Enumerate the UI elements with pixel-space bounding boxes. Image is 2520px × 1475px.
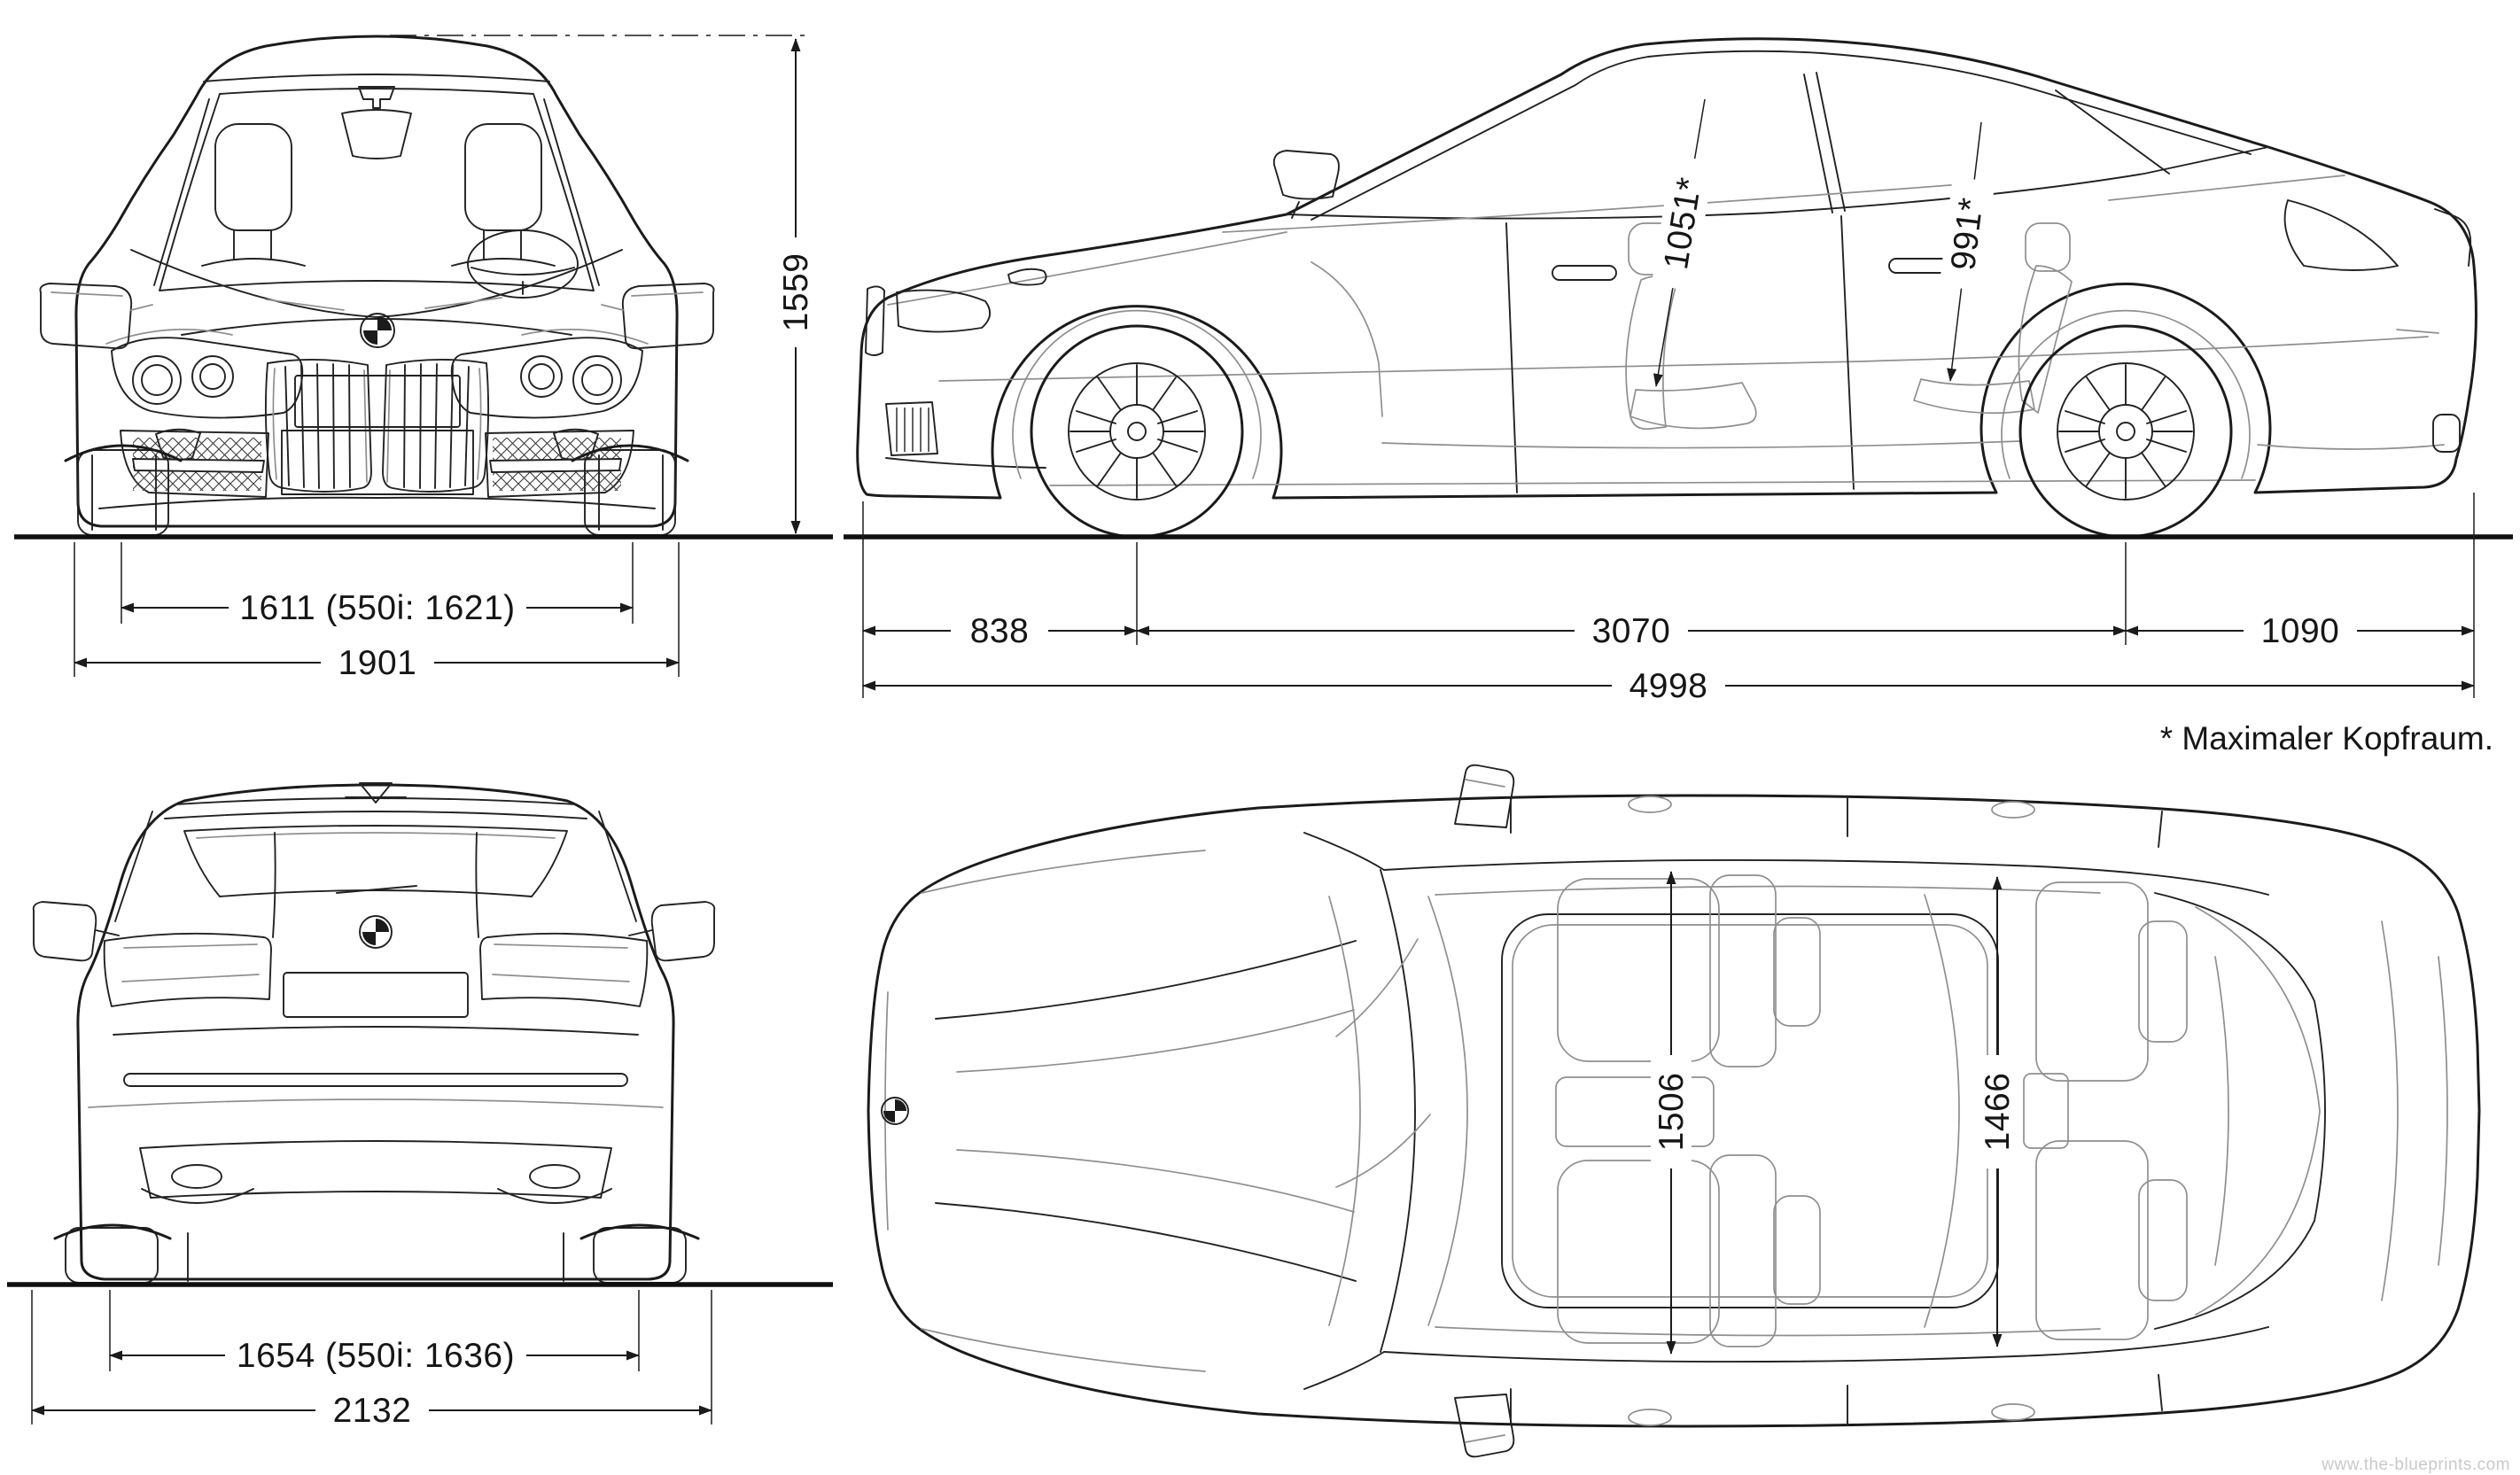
side-taillight bbox=[2285, 200, 2398, 270]
dim-rear-track-label: 1654 (550i: 1636) bbox=[236, 1337, 516, 1375]
front-license-plate bbox=[295, 376, 460, 427]
taillight-left bbox=[105, 934, 271, 1006]
side-view bbox=[844, 39, 2513, 757]
side-interior bbox=[1223, 175, 2345, 448]
dim-front-overhang bbox=[863, 501, 1137, 698]
front-seat-left bbox=[1558, 875, 1820, 1067]
top-view bbox=[868, 765, 2479, 1457]
dim-rear-interior-width-label: 1466 bbox=[1979, 1072, 2017, 1152]
front-bumper-intake bbox=[121, 431, 634, 497]
panorama-roof bbox=[1502, 914, 1998, 1308]
dim-overall-height-label: 1559 bbox=[777, 252, 815, 332]
exhaust-tips bbox=[142, 1165, 611, 1203]
dim-rear-headroom bbox=[1940, 122, 1995, 381]
bmw-roundel-rear-icon bbox=[360, 916, 392, 948]
rear-mirror-right bbox=[629, 902, 714, 960]
dim-wheelbase-label: 3070 bbox=[1591, 612, 1671, 650]
dim-rear-track bbox=[110, 1290, 639, 1375]
rear-wheel-right bbox=[564, 1225, 698, 1283]
headroom-footnote: * Maximaler Kopfraum. bbox=[2159, 720, 2493, 757]
door-handle-front bbox=[1552, 266, 1616, 280]
dim-front-overhang-label: 838 bbox=[969, 612, 1030, 650]
dim-front-track bbox=[121, 542, 633, 627]
dim-front-headroom-label: 1051* bbox=[1657, 175, 1709, 273]
dim-front-interior-width bbox=[1651, 872, 1692, 1354]
top-mirror-right bbox=[1455, 1394, 1513, 1456]
side-mirror-left bbox=[40, 283, 152, 348]
windshield-top bbox=[1381, 870, 1415, 1352]
taillight-right bbox=[480, 934, 647, 1006]
dim-rear-overhang-label: 1090 bbox=[2260, 612, 2340, 650]
bmw-roundel-icon bbox=[361, 314, 394, 347]
front-headrests bbox=[202, 124, 555, 266]
dim-overall-width-label: 1901 bbox=[338, 644, 417, 682]
rear-car-body bbox=[34, 783, 715, 1283]
front-car-body bbox=[40, 36, 713, 535]
side-rear-wheel bbox=[2002, 311, 2250, 537]
rearview-mirror-icon bbox=[359, 87, 394, 108]
dim-front-headroom bbox=[1652, 99, 1715, 386]
dim-width-with-mirrors-label: 2132 bbox=[332, 1392, 412, 1430]
rear-wheel-left bbox=[55, 1225, 188, 1283]
dim-overall-length-label: 4998 bbox=[1629, 667, 1708, 705]
front-view bbox=[14, 35, 833, 682]
bumper-trim-strip bbox=[124, 1074, 627, 1086]
side-front-intake bbox=[886, 402, 1046, 468]
dim-front-interior-width-label: 1506 bbox=[1653, 1072, 1691, 1152]
dim-overall-length bbox=[863, 666, 2474, 705]
rear-view bbox=[7, 783, 833, 1430]
rear-window-top bbox=[2155, 893, 2325, 1329]
front-seat-right bbox=[1558, 1155, 1820, 1347]
side-mirror-right bbox=[602, 283, 714, 348]
side-front-wheel bbox=[1013, 311, 1261, 537]
top-interior bbox=[1428, 875, 2228, 1347]
rear-diffuser bbox=[140, 1141, 611, 1198]
exhaust-outlet bbox=[2433, 415, 2460, 452]
watermark: www.the-blueprints.com bbox=[2322, 1456, 2510, 1474]
side-headlight bbox=[897, 291, 990, 332]
dim-front-track-label: 1611 (550i: 1621) bbox=[239, 589, 516, 627]
side-car-body bbox=[858, 39, 2477, 537]
rear-license-plate bbox=[284, 973, 468, 1017]
bmw-roundel-top-icon bbox=[882, 1098, 908, 1124]
dim-wheelbase bbox=[1137, 611, 2126, 650]
rear-seat-bench bbox=[2024, 882, 2187, 1339]
side-mirror bbox=[1274, 151, 1339, 218]
top-mirror-left bbox=[1455, 765, 1513, 827]
dim-rear-headroom-label: 991* bbox=[1944, 195, 1991, 273]
